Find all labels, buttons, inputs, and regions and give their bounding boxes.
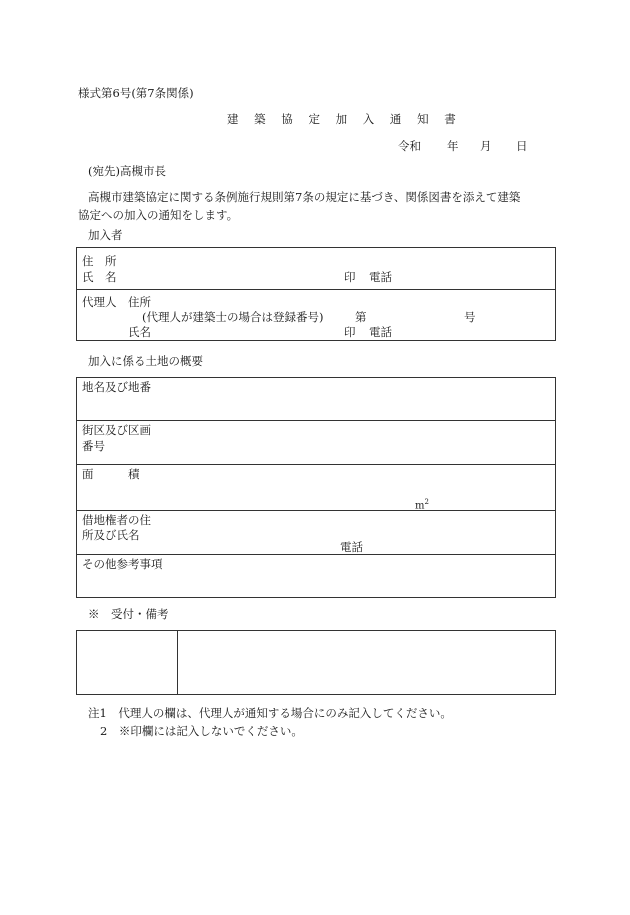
- receipt-heading: ※ 受付・備考: [88, 607, 169, 621]
- land-block-label-line2: 番号: [82, 439, 105, 453]
- form-number: 様式第6号(第7条関係): [78, 86, 194, 100]
- agent-seal: 印: [344, 325, 356, 339]
- body-text-line1: 高槻市建築協定に関する条例施行規則第7条の規定に基づき、関係図書を添えて建築: [88, 190, 521, 204]
- receipt-table: [76, 630, 556, 695]
- note-1: 注1 代理人の欄は、代理人が通知する場合にのみ記入してください。: [88, 706, 452, 720]
- land-location-label: 地名及び地番: [82, 380, 151, 394]
- applicant-name-label: 氏 名: [82, 270, 117, 284]
- land-divider-3: [76, 510, 556, 511]
- date-month: 月: [480, 139, 492, 153]
- receipt-divider: [177, 630, 178, 695]
- applicant-address-label: 住 所: [82, 254, 117, 268]
- land-area-label: 面 積: [82, 467, 140, 481]
- lessee-label-line1: 借地権者の住: [82, 513, 151, 527]
- agent-name-label: 氏名: [128, 325, 151, 339]
- applicant-seal: 印: [344, 270, 356, 284]
- land-divider-4: [76, 554, 556, 555]
- land-divider-1: [76, 420, 556, 421]
- land-block-label-line1: 街区及び区画: [82, 423, 151, 437]
- land-area-unit: $m^2$: [415, 498, 429, 512]
- land-divider-2: [76, 464, 556, 465]
- document-title: 建 築 協 定 加 入 通 知 書: [227, 112, 462, 126]
- other-notes-label: その他参考事項: [82, 557, 163, 571]
- agent-registration-note: (代理人が建築士の場合は登録番号): [142, 310, 324, 324]
- land-heading: 加入に係る土地の概要: [88, 354, 203, 368]
- agent-registration-suffix: 号: [464, 310, 476, 324]
- date-day: 日: [516, 139, 528, 153]
- lessee-phone-label: 電話: [340, 540, 363, 554]
- agent-phone-label: 電話: [369, 325, 392, 339]
- agent-address-label: 住所: [128, 295, 151, 309]
- applicant-phone-label: 電話: [369, 270, 392, 284]
- addressee: (宛先)高槻市長: [88, 164, 166, 178]
- body-text-line2: 協定への加入の通知をします。: [78, 208, 239, 222]
- applicant-divider: [76, 289, 556, 290]
- note-2: 2 ※印欄には記入しないでください。: [100, 724, 303, 738]
- lessee-label-line2: 所及び氏名: [82, 528, 140, 542]
- agent-label: 代理人: [82, 295, 117, 309]
- applicant-heading: 加入者: [88, 228, 123, 242]
- agent-registration-prefix: 第: [355, 310, 367, 324]
- date-era: 令和: [398, 139, 421, 153]
- date-year: 年: [447, 139, 459, 153]
